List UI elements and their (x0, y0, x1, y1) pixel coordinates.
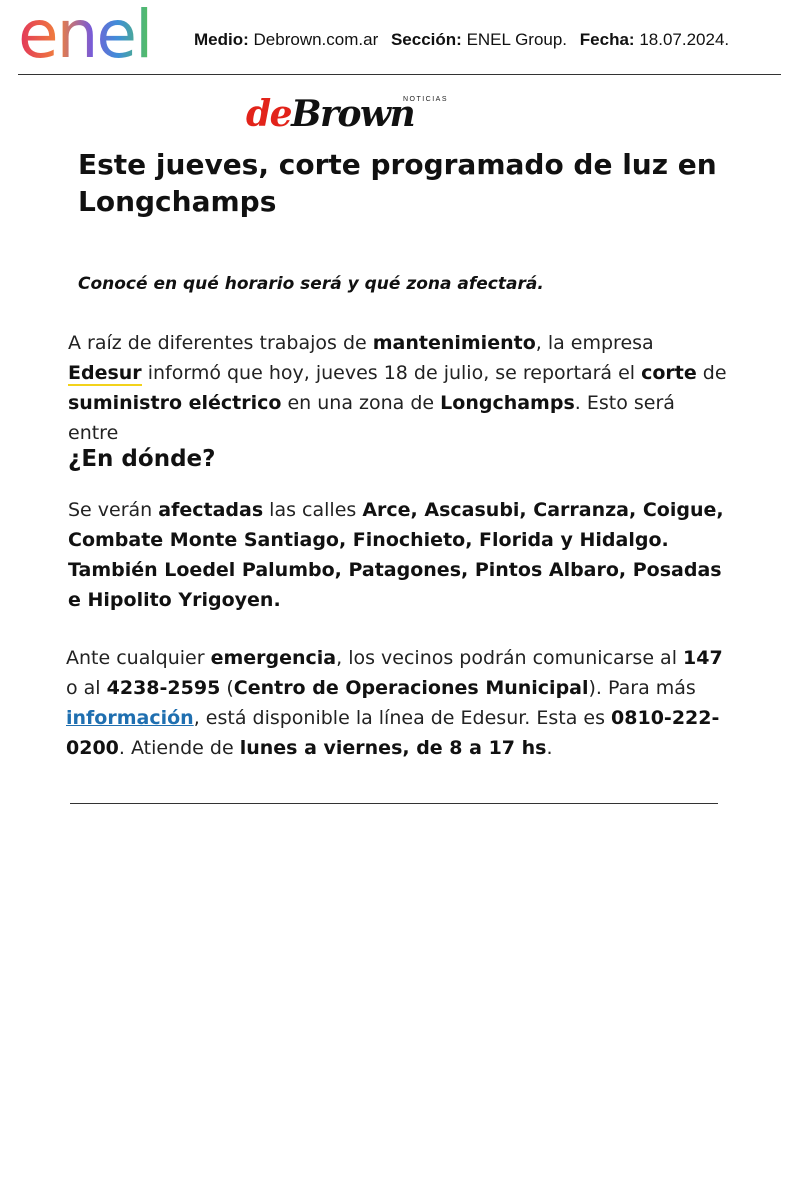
article-headline: Este jueves, corte programado de luz en Longchamps (78, 148, 717, 218)
fecha-label: Fecha: (579, 30, 635, 49)
publication-logo-brown: Brown (291, 93, 415, 135)
publication-logo (246, 92, 452, 136)
fecha-value: 18.07.2024. (639, 30, 730, 49)
seccion-label: Sección: (390, 30, 462, 49)
seccion-field (391, 30, 567, 49)
article-end-divider (70, 803, 718, 804)
enel-logo (18, 0, 178, 73)
medio-label: Medio: (194, 30, 249, 49)
article-paragraph-1: A raíz de diferentes trabajos de mantenimiento, la empresa Edesur informó que hoy, jueves 18 de julio, se reportará el corte de suministro eléctrico en una zona de Longchamps. Esto será entre (68, 332, 727, 444)
enel-logo-text: enel (18, 0, 152, 73)
article-paragraph-2: Se verán afectadas las calles Arce, Ascasubi, Carranza, Coigue, Combate Monte Santiago, Finochieto, Florida y Hidalgo. También Loedel Palumbo, Patagones, Pintos Albaro, Posadas e Hipolito Yrigoyen. (68, 499, 724, 611)
seccion-value: ENEL Group. (466, 30, 568, 49)
article-lead: Conocé en qué horario será y qué zona afectará. (78, 274, 544, 294)
medio-field (194, 30, 378, 49)
publication-logo-de: de (246, 93, 292, 135)
article-paragraph-3: Ante cualquier emergencia, los vecinos podrán comunicarse al 147 o al 4238-2595 (Centro de Operaciones Municipal). Para más información, está disponible la línea de Edesur. Esta es 0810-222-0200. Atiende de lunes a viernes, de 8 a 17 hs. (66, 647, 723, 759)
publication-logo-tag: NOTICIAS (402, 96, 448, 103)
publication-logo-name (246, 94, 414, 134)
informacion-link[interactable]: información (66, 707, 194, 729)
clipping-meta (194, 30, 729, 50)
header-divider (18, 74, 781, 75)
edesur-highlight: Edesur (68, 362, 142, 384)
clipping-header (18, 0, 781, 74)
medio-value: Debrown.com.ar (253, 30, 379, 49)
article-subheading: ¿En dónde? (68, 446, 216, 472)
fecha-field (580, 30, 729, 49)
